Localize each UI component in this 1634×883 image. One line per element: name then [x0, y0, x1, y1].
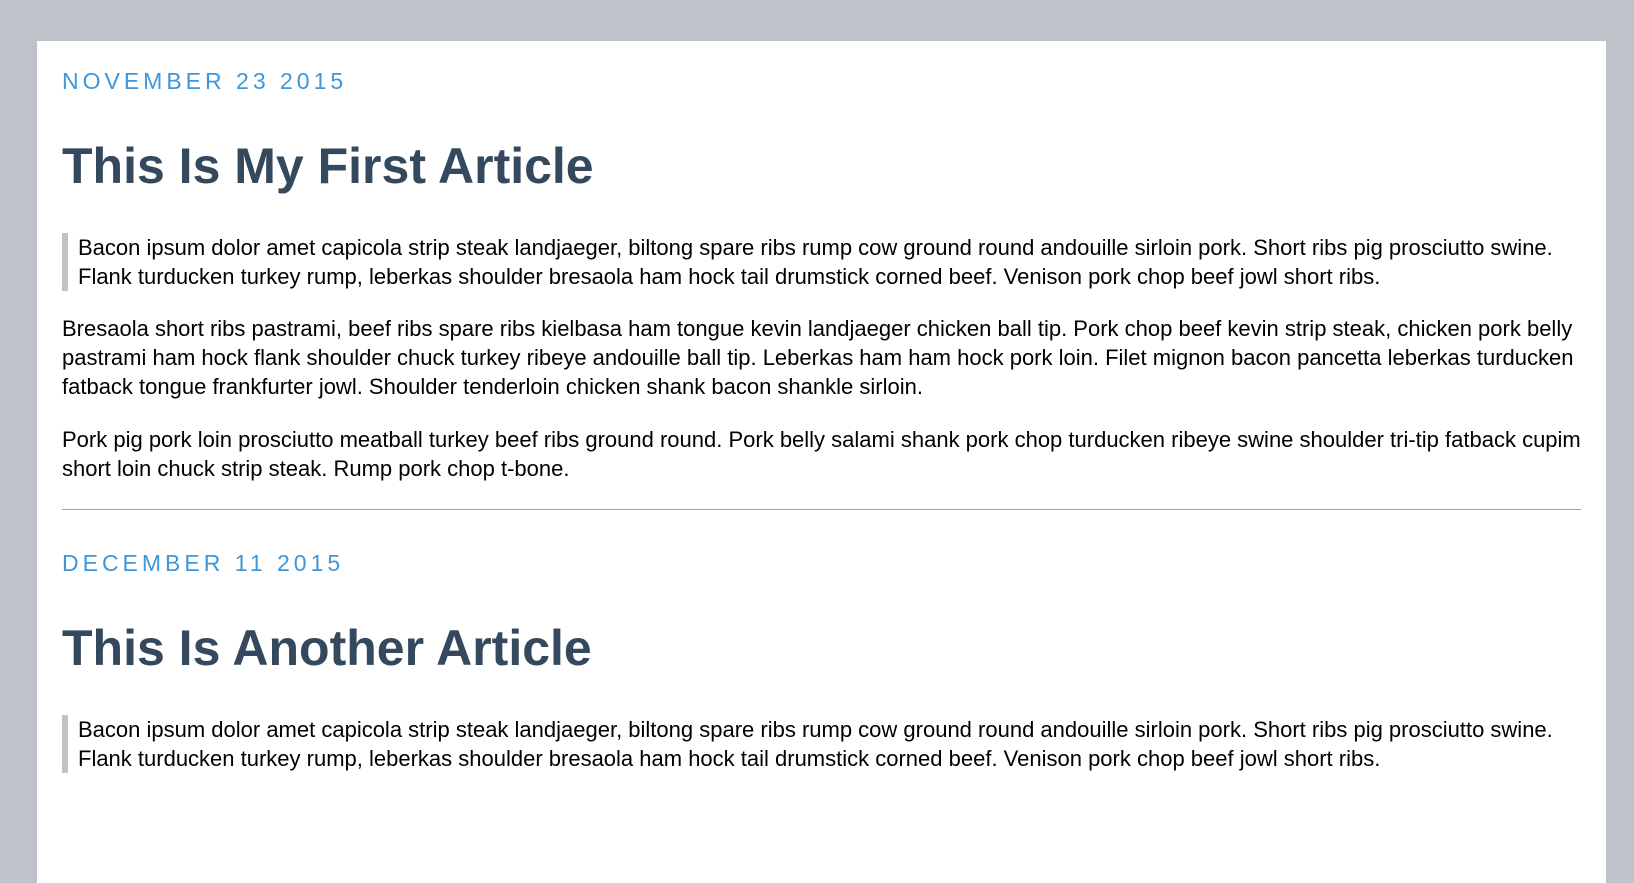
page-frame: [6, 8, 1629, 875]
article-date: DECEMBER 11 2015: [62, 550, 345, 576]
article-paragraph: Pork pig pork loin prosciutto meatball turkey beef ribs ground round. Pork belly salami shank pork chop turducken ribeye swine shoulder tri-tip fatback cupim short loin chuck strip steak. Rump pork chop t-bone.: [62, 427, 1581, 481]
article-paragraph: Bresaola short ribs pastrami, beef ribs spare ribs kielbasa ham tongue kevin landjaeger chicken ball tip. Pork chop beef kevin strip steak, chicken pork belly pastrami ham hock flank shoulder chuck turkey ribeye andouille ball tip. Leberkas ham ham hock pork loin. Filet mignon bacon pancetta leberkas turducken fatback tongue frankfurter jowl. Shoulder tenderloin chicken shank bacon shankle sirloin.: [62, 316, 1574, 399]
article-title: This Is My First Article: [62, 138, 594, 194]
article-blockquote: Bacon ipsum dolor amet capicola strip steak landjaeger, biltong spare ribs rump cow ground round andouille sirloin pork. Short ribs pig prosciutto swine. Flank turducken turkey rump, leberkas shoulder bresaola ham hock tail drumstick corned beef. Venison pork chop beef jowl short ribs.: [62, 233, 1581, 291]
article-list: [37, 41, 1606, 883]
article-divider: [62, 509, 1581, 510]
article-second: [62, 550, 1581, 773]
article-date: NOVEMBER 23 2015: [62, 68, 348, 94]
article-first: [62, 68, 1581, 510]
article-blockquote: Bacon ipsum dolor amet capicola strip steak landjaeger, biltong spare ribs rump cow ground round andouille sirloin pork. Short ribs pig prosciutto swine. Flank turducken turkey rump, leberkas shoulder bresaola ham hock tail drumstick corned beef. Venison pork chop beef jowl short ribs.: [62, 715, 1581, 773]
article-title: This Is Another Article: [62, 620, 592, 676]
